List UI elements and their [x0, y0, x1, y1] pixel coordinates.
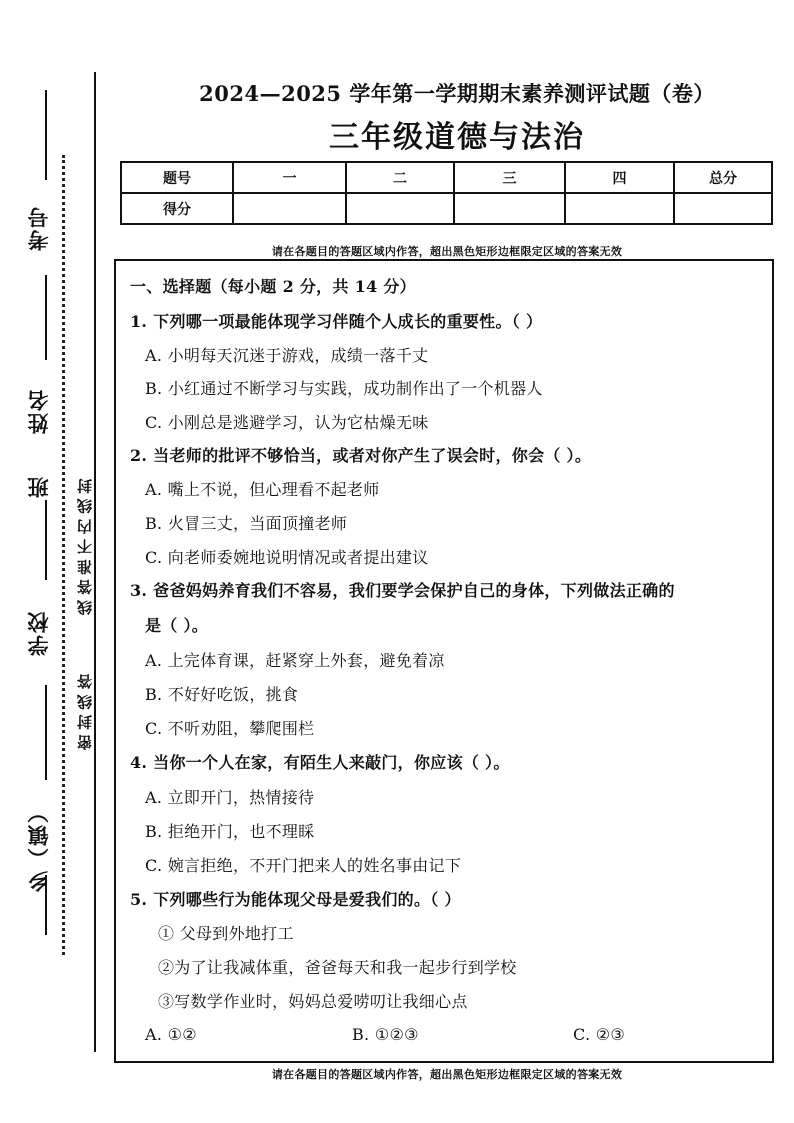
binding-strip	[0, 0, 100, 1123]
score-table	[120, 161, 773, 225]
kaohao-line	[45, 90, 47, 180]
score-cell: 三	[454, 162, 565, 193]
answer-option: B. 小红通过不断学习与实践，成功制作出了一个机器人	[145, 379, 543, 398]
answer-option: A. 小明每天沉迷于游戏，成绩一落千丈	[145, 346, 429, 365]
xuexiao-label: 学校	[26, 610, 51, 656]
score-cell: 二	[346, 162, 454, 193]
question-stem: 2. 当老师的批评不够恰当，或者对你产生了误会时，你会（ ）。	[130, 446, 592, 465]
question-stem: 3. 爸爸妈妈养育我们不容易，我们要学会保护自己的身体，下列做法正确的	[130, 581, 675, 600]
question-stem-continued: 是（ ）。	[145, 616, 209, 635]
seal-dotted-line	[62, 155, 65, 955]
answer-option: C. 不听劝阻，攀爬围栏	[145, 719, 315, 738]
answer-option: A. 立即开门，热情接待	[145, 788, 315, 807]
exam-subject: 三年级道德与法治	[329, 120, 585, 155]
question-stem: 1. 下列哪一项最能体现学习伴随个人成长的重要性。（ ）	[130, 312, 543, 331]
score-cell: 题号	[121, 162, 233, 193]
score-cell: 四	[565, 162, 674, 193]
answer-area-notice-bottom: 请在各题目的答题区域内作答，超出黑色矩形边框限定区域的答案无效	[271, 1068, 623, 1081]
seal-text-lower: 密 封 线 答	[76, 674, 94, 750]
exam-title: 2024—2025 学年第一学期期末素养测评试题（卷）	[199, 81, 715, 106]
statement-item: ②为了让我减体重，爸爸每天和我一起步行到学校	[158, 958, 517, 977]
answer-option: C. 向老师委婉地说明情况或者提出建议	[145, 548, 429, 567]
answer-option: B. 火冒三丈，当面顶撞老师	[145, 514, 348, 533]
statement-item: ③写数学作业时，妈妈总爱唠叨让我细心点	[158, 992, 468, 1011]
answer-choice: C. ②③	[573, 1025, 626, 1044]
score-input-cell[interactable]	[233, 193, 346, 224]
score-input-cell[interactable]	[346, 193, 454, 224]
question-stem: 4. 当你一个人在家，有陌生人来敲门，你应该（ ）。	[130, 753, 510, 772]
answer-choice: B. ①②③	[352, 1025, 419, 1044]
question-stem: 5. 下列哪些行为能体现父母是爱我们的。（ ）	[130, 890, 461, 909]
score-table-header-row	[121, 162, 772, 193]
score-input-cell[interactable]	[454, 193, 565, 224]
xingming-label: 姓名	[26, 388, 51, 434]
xuexiao-line	[45, 685, 47, 780]
answer-option: A. 上完体育课，赶紧穿上外套，避免着凉	[145, 651, 445, 670]
ban-label: 班	[26, 475, 51, 498]
xiangzhen-label: 乡（镇）	[26, 800, 51, 892]
answer-option: A. 嘴上不说，但心理看不起老师	[145, 480, 380, 499]
score-input-cell[interactable]	[565, 193, 674, 224]
seal-text-upper: 线 答 准 不 内 线 封	[76, 478, 94, 615]
answer-option: C. 婉言拒绝，不开门把来人的姓名事由记下	[145, 856, 462, 875]
answer-option: C. 小刚总是逃避学习，认为它枯燥无味	[145, 413, 429, 432]
kaohao-label: 考号	[26, 205, 51, 251]
score-cell: 一	[233, 162, 346, 193]
answer-option: B. 拒绝开门，也不理睬	[145, 822, 315, 841]
answer-choice: A. ①②	[145, 1025, 197, 1044]
section-heading: 一、选择题（每小题 2 分，共 14 分）	[130, 277, 416, 296]
score-cell: 总分	[674, 162, 772, 193]
statement-item: ① 父母到外地打工	[158, 924, 294, 943]
score-cell: 得分	[121, 193, 233, 224]
ban-line	[45, 500, 47, 580]
answer-option: B. 不好好吃饭，挑食	[145, 685, 299, 704]
score-table-score-row	[121, 193, 772, 224]
xingming-line	[45, 275, 47, 360]
answer-area-notice-top: 请在各题目的答题区域内作答，超出黑色矩形边框限定区域的答案无效	[271, 245, 623, 258]
score-input-cell[interactable]	[674, 193, 772, 224]
